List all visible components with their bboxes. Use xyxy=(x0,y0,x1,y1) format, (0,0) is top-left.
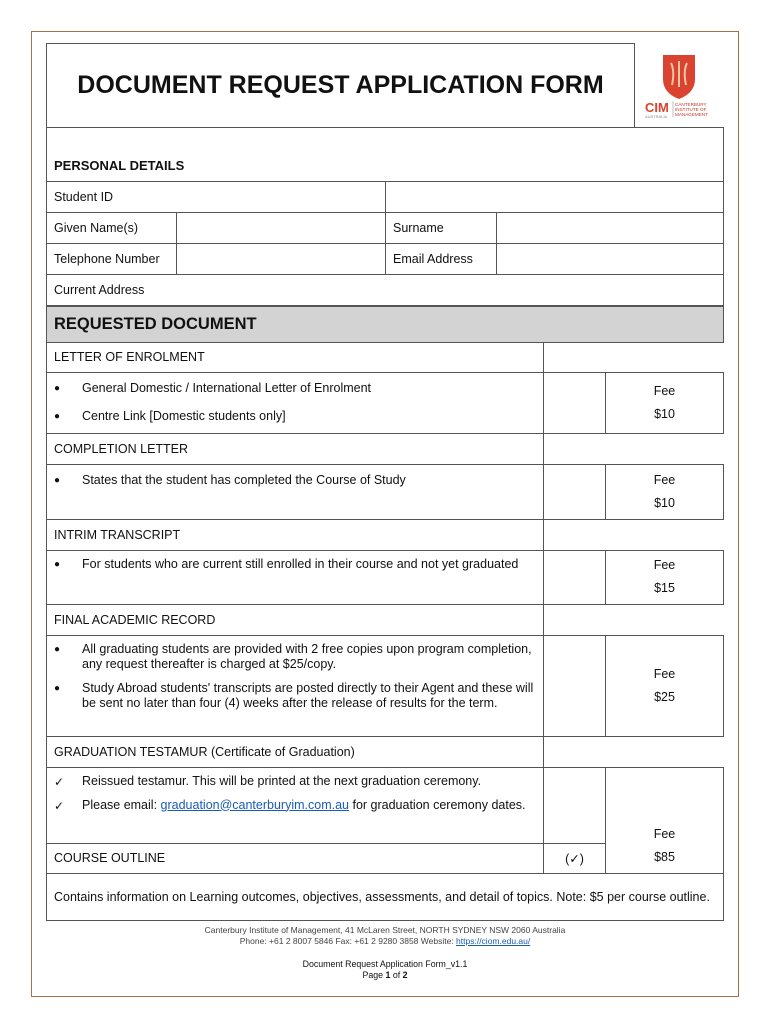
transcript-title: INTRIM TRANSCRIPT xyxy=(47,519,544,550)
student-id-label: Student ID xyxy=(47,181,386,212)
bullet-icon: ● xyxy=(54,382,61,394)
cim-shield-icon xyxy=(639,49,719,119)
email-field[interactable] xyxy=(497,243,724,274)
cim-logo xyxy=(635,44,724,128)
bullet-icon: ● xyxy=(54,643,61,655)
transcript-select-box[interactable] xyxy=(544,550,606,604)
course-outline-description: Contains information on Learning outcomes, objectives, assessments, and detail of topics. Note: $5 per course outline. xyxy=(47,873,724,920)
letter-of-enrolment-title: LETTER OF ENROLMENT xyxy=(47,342,544,372)
letter-items xyxy=(47,372,544,433)
completion-spacer xyxy=(544,433,724,464)
graduation-email-link[interactable]: graduation@canterburyim.com.au xyxy=(160,797,349,812)
bullet-icon: ● xyxy=(54,682,61,694)
transcript-fee: Fee $15 xyxy=(606,550,724,604)
surname-label: Surname xyxy=(386,212,497,243)
completion-select-box[interactable] xyxy=(544,464,606,519)
personal-details-table xyxy=(46,128,724,306)
course-outline-checkbox[interactable]: (✓) xyxy=(544,843,606,873)
testamur-items xyxy=(47,767,544,843)
testamur-select-box[interactable] xyxy=(544,767,606,843)
final-record-title: FINAL ACADEMIC RECORD xyxy=(47,604,544,635)
checkmark-icon: ✓ xyxy=(54,774,65,789)
given-names-field[interactable] xyxy=(177,212,386,243)
telephone-field[interactable] xyxy=(177,243,386,274)
application-form xyxy=(46,43,723,921)
letter-fee: Fee $10 xyxy=(606,372,724,433)
bullet-icon: ● xyxy=(54,474,61,486)
list-item: ● General Domestic / International Letter of Enrolment xyxy=(54,380,372,395)
logo-line-1: CANTERBURY xyxy=(675,101,707,107)
testamur-title: GRADUATION TESTAMUR (Certificate of Graduation) xyxy=(47,736,544,767)
document-name: Document Request Application Form_v1.1 xyxy=(302,959,468,969)
logo-line-3: MANAGEMENT xyxy=(675,111,709,117)
footer-address: Canterbury Institute of Management, 41 McLaren Street, NORTH SYDNEY NSW 2060 Australia xyxy=(204,925,566,935)
personal-details-heading: PERSONAL DETAILS xyxy=(47,128,724,181)
email-label: Email Address xyxy=(386,243,497,274)
address-label: Current Address xyxy=(47,274,724,305)
website-link[interactable]: https://ciom.edu.au/ xyxy=(456,936,531,946)
testamur-spacer xyxy=(544,736,724,767)
course-outline-title: COURSE OUTLINE xyxy=(47,843,544,873)
transcript-items xyxy=(47,550,544,604)
footer-contact: Phone: +61 2 8007 5846 Fax: +61 2 9280 3858 Website: https://ciom.edu.au/ xyxy=(239,936,531,946)
final-select-box[interactable] xyxy=(544,635,606,736)
requested-document-heading: REQUESTED DOCUMENT xyxy=(47,306,724,342)
list-item: ✓ Please email: graduation@canterburyim.com.au for graduation ceremony dates. xyxy=(54,797,526,813)
footer-document-info xyxy=(0,959,770,981)
list-item: ● For students who are current still enrolled in their course and not yet graduated xyxy=(54,556,519,571)
bullet-icon: ● xyxy=(54,410,61,422)
bullet-icon: ● xyxy=(54,558,61,570)
page-number: Page 1 of 2 xyxy=(362,970,408,980)
completion-items xyxy=(47,464,544,519)
requested-document-table xyxy=(46,306,724,921)
given-names-label: Given Name(s) xyxy=(47,212,177,243)
telephone-label: Telephone Number xyxy=(47,243,177,274)
footer-address-block xyxy=(0,925,770,947)
final-items xyxy=(47,635,544,736)
final-spacer xyxy=(544,604,724,635)
logo-country: AUSTRALIA xyxy=(645,113,668,119)
list-item: ● Centre Link [Domestic students only] xyxy=(54,408,286,423)
completion-fee: Fee $10 xyxy=(606,464,724,519)
completion-letter-title: COMPLETION LETTER xyxy=(47,433,544,464)
transcript-spacer xyxy=(544,519,724,550)
form-title: DOCUMENT REQUEST APPLICATION FORM xyxy=(47,44,635,128)
letter-select-box[interactable] xyxy=(544,372,606,433)
final-fee: Fee $25 xyxy=(606,635,724,736)
letter-spacer xyxy=(544,342,724,372)
list-item: ● States that the student has completed the Course of Study xyxy=(54,472,406,487)
list-item: ● All graduating students are provided with 2 free copies upon program completion, any request thereafter is charged at $25/copy. xyxy=(54,641,532,671)
surname-field[interactable] xyxy=(497,212,724,243)
header-table xyxy=(46,43,724,128)
checkmark-icon: ✓ xyxy=(54,798,65,813)
testamur-fee: Fee $85 xyxy=(606,767,724,873)
list-item: ✓ Reissued testamur. This will be printed at the next graduation ceremony. xyxy=(54,773,482,789)
logo-text: CIM xyxy=(645,99,670,115)
list-item: ● Study Abroad students' transcripts are posted directly to their Agent and these will be sent no later than four (4) weeks after the release of results for the term. xyxy=(54,680,534,710)
student-id-field[interactable] xyxy=(386,181,724,212)
logo-line-2: INSTITUTE OF xyxy=(675,106,707,112)
